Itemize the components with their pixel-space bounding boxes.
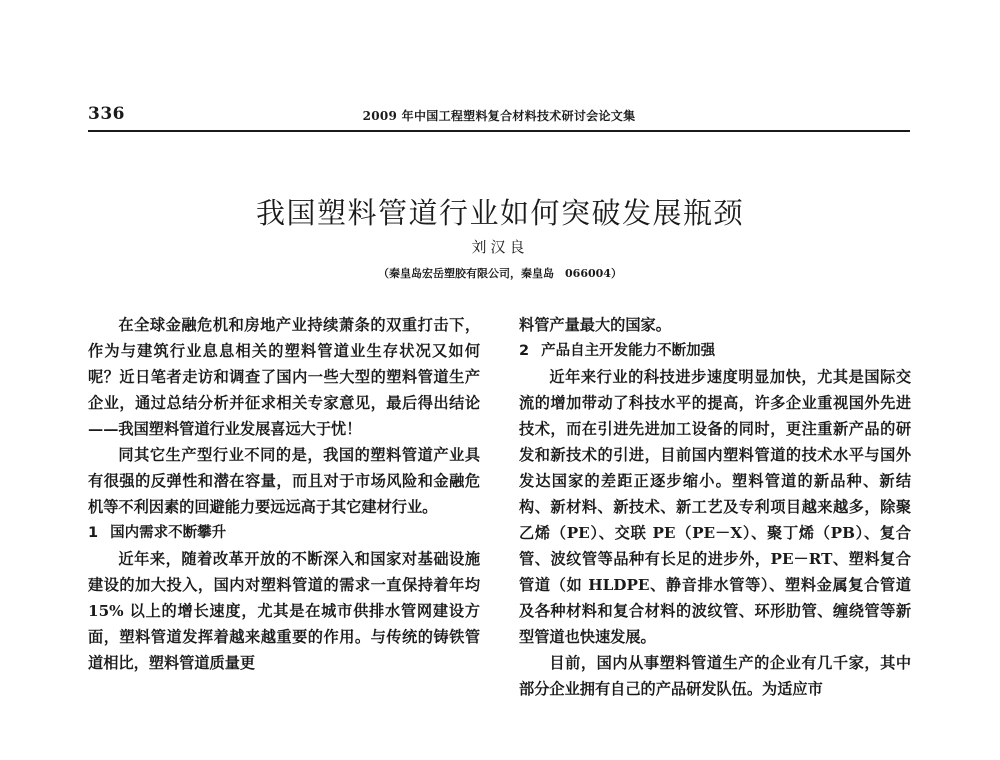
author-affiliation: （秦皇岛宏岳塑胶有限公司，秦皇岛 066004） (378, 267, 622, 280)
section-title: 国内需求不断攀升 (110, 525, 227, 541)
paragraph: 同其它生产型行业不同的是，我国的塑料管道产业具有很强的反弹性和潜在容量，而且对于市场风险和金融危机等不利因素的回避能力要远远高于其它建材行业。 (88, 446, 480, 516)
right-column (519, 312, 911, 702)
paragraph-continued: 料管产量最大的国家。 (519, 316, 671, 334)
section-title: 产品自主开发能力不断加强 (541, 343, 716, 359)
paragraph: 近年来，随着改革开放的不断深入和国家对基础设施建设的加大投入，国内对塑料管道的需求一直保持着年均 15% 以上的增长速度，尤其是在城市供排水管网建设方面，塑料管道发挥着越来越重要的作用。与传统的铸铁管道相比，塑料管道质量更 (88, 550, 480, 672)
paragraph: 近年来行业的科技进步速度明显加快，尤其是国际交流的增加带动了科技水平的提高，许多企业重视国外先进技术，而在引进先进加工设备的同时，更注重新产品的研发和新技术的引进，目前国内塑料管道的技术水平与国外发达国家的差距正逐步缩小。塑料管道的新品种、新结构、新材料、新技术、新工艺及专利项目越来越多，除聚乙烯（PE）、交联 PE（PE－X）、聚丁烯（PB）、复合管、波纹管等品种有长足的进步外，PE－RT、塑料复合管道（如 HLDPE、静音排水管等）、塑料金属复合管道及各种材料和复合材料的波纹管、环形肋管、缠绕管等新型管道也快速发展。 (519, 368, 911, 646)
paragraph: 目前，国内从事塑料管道生产的企业有几千家，其中部分企业拥有自己的产品研发队伍。为适应市 (519, 654, 911, 698)
left-column (88, 312, 480, 676)
section-heading (519, 338, 911, 364)
paragraph: 在全球金融危机和房地产业持续萧条的双重打击下，作为与建筑行业息息相关的塑料管道业生存状况又如何呢？近日笔者走访和调查了国内一些大型的塑料管道生产企业，通过总结分析并征求相关专家意见，最后得出结论——我国塑料管道行业发展喜远大于忧！ (88, 316, 480, 438)
section-number: 1 (88, 525, 99, 541)
section-heading (88, 520, 480, 546)
page-number: 336 (88, 104, 125, 124)
article-title: 我国塑料管道行业如何突破发展瓶颈 (255, 196, 744, 231)
author-name: 刘汉良 (471, 238, 529, 256)
section-number: 2 (519, 343, 530, 359)
running-header (88, 104, 910, 132)
running-title: 2009 年中国工程塑料复合材料技术研讨会论文集 (362, 109, 636, 123)
header-rule (88, 130, 910, 132)
